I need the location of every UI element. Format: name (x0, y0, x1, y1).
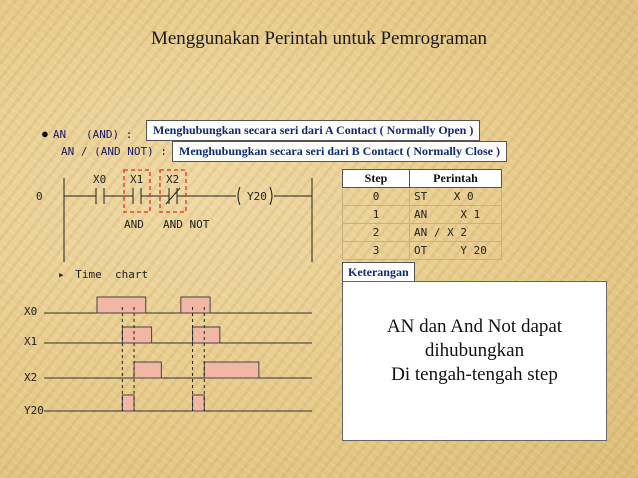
perintah-cell: AN X 1 (410, 206, 502, 224)
signal-pulse (122, 395, 134, 411)
keterangan-label: Keterangan (342, 262, 415, 283)
coil-label-y20: Y20 (247, 190, 267, 203)
instruction-and-not-code: AN / (AND NOT) : (61, 145, 167, 158)
contact-label-x2: X2 (166, 173, 180, 186)
perintah-cell: OT Y 20 (410, 242, 502, 260)
signal-label-x1: X1 (24, 335, 38, 348)
signal-label-x2: X2 (24, 371, 38, 384)
bullet-icon: ● (41, 126, 49, 141)
step-cell: 2 (343, 224, 410, 242)
keterangan-box (342, 281, 607, 441)
signal-pulse (193, 327, 220, 343)
instruction-and-code: AN (AND) : (52, 128, 133, 141)
signal-label-y20: Y20 (24, 404, 44, 417)
step-header: Step (343, 170, 410, 188)
perintah-header: Perintah (410, 170, 502, 188)
step-cell: 1 (343, 206, 410, 224)
arrow-icon: ▸ (58, 268, 65, 281)
signal-pulse (181, 297, 210, 313)
time-chart-label: Time chart (75, 268, 149, 281)
signal-pulse (134, 362, 161, 378)
callout-and-not: Menghubungkan secara seri dari B Contact ( Normally Close ) (172, 141, 507, 162)
step-cell: 0 (343, 188, 410, 206)
callout-and: Menghubungkan secara seri dari A Contact ( Normally Open ) (146, 120, 480, 141)
signal-pulse (97, 297, 146, 313)
signal-pulse (122, 327, 151, 343)
keterangan-line: Di tengah-tengah step (391, 364, 558, 385)
page-title: Menggunakan Perintah untuk Pemrograman (150, 28, 488, 49)
perintah-cell: ST X 0 (410, 188, 502, 206)
rung-number: 0 (36, 190, 43, 203)
contact-label-x0: X0 (93, 173, 107, 186)
contact-label-x1: X1 (130, 173, 144, 186)
keterangan-line: dihubungkan (424, 340, 525, 361)
keterangan-line: AN dan And Not dapat (386, 316, 563, 337)
label-and: AND (124, 218, 144, 231)
step-cell: 3 (343, 242, 410, 260)
signal-label-x0: X0 (24, 305, 38, 318)
signal-pulse (193, 395, 205, 411)
perintah-cell: AN / X 2 (410, 224, 502, 242)
label-and-not: AND NOT (163, 218, 210, 231)
signal-pulse (204, 362, 259, 378)
